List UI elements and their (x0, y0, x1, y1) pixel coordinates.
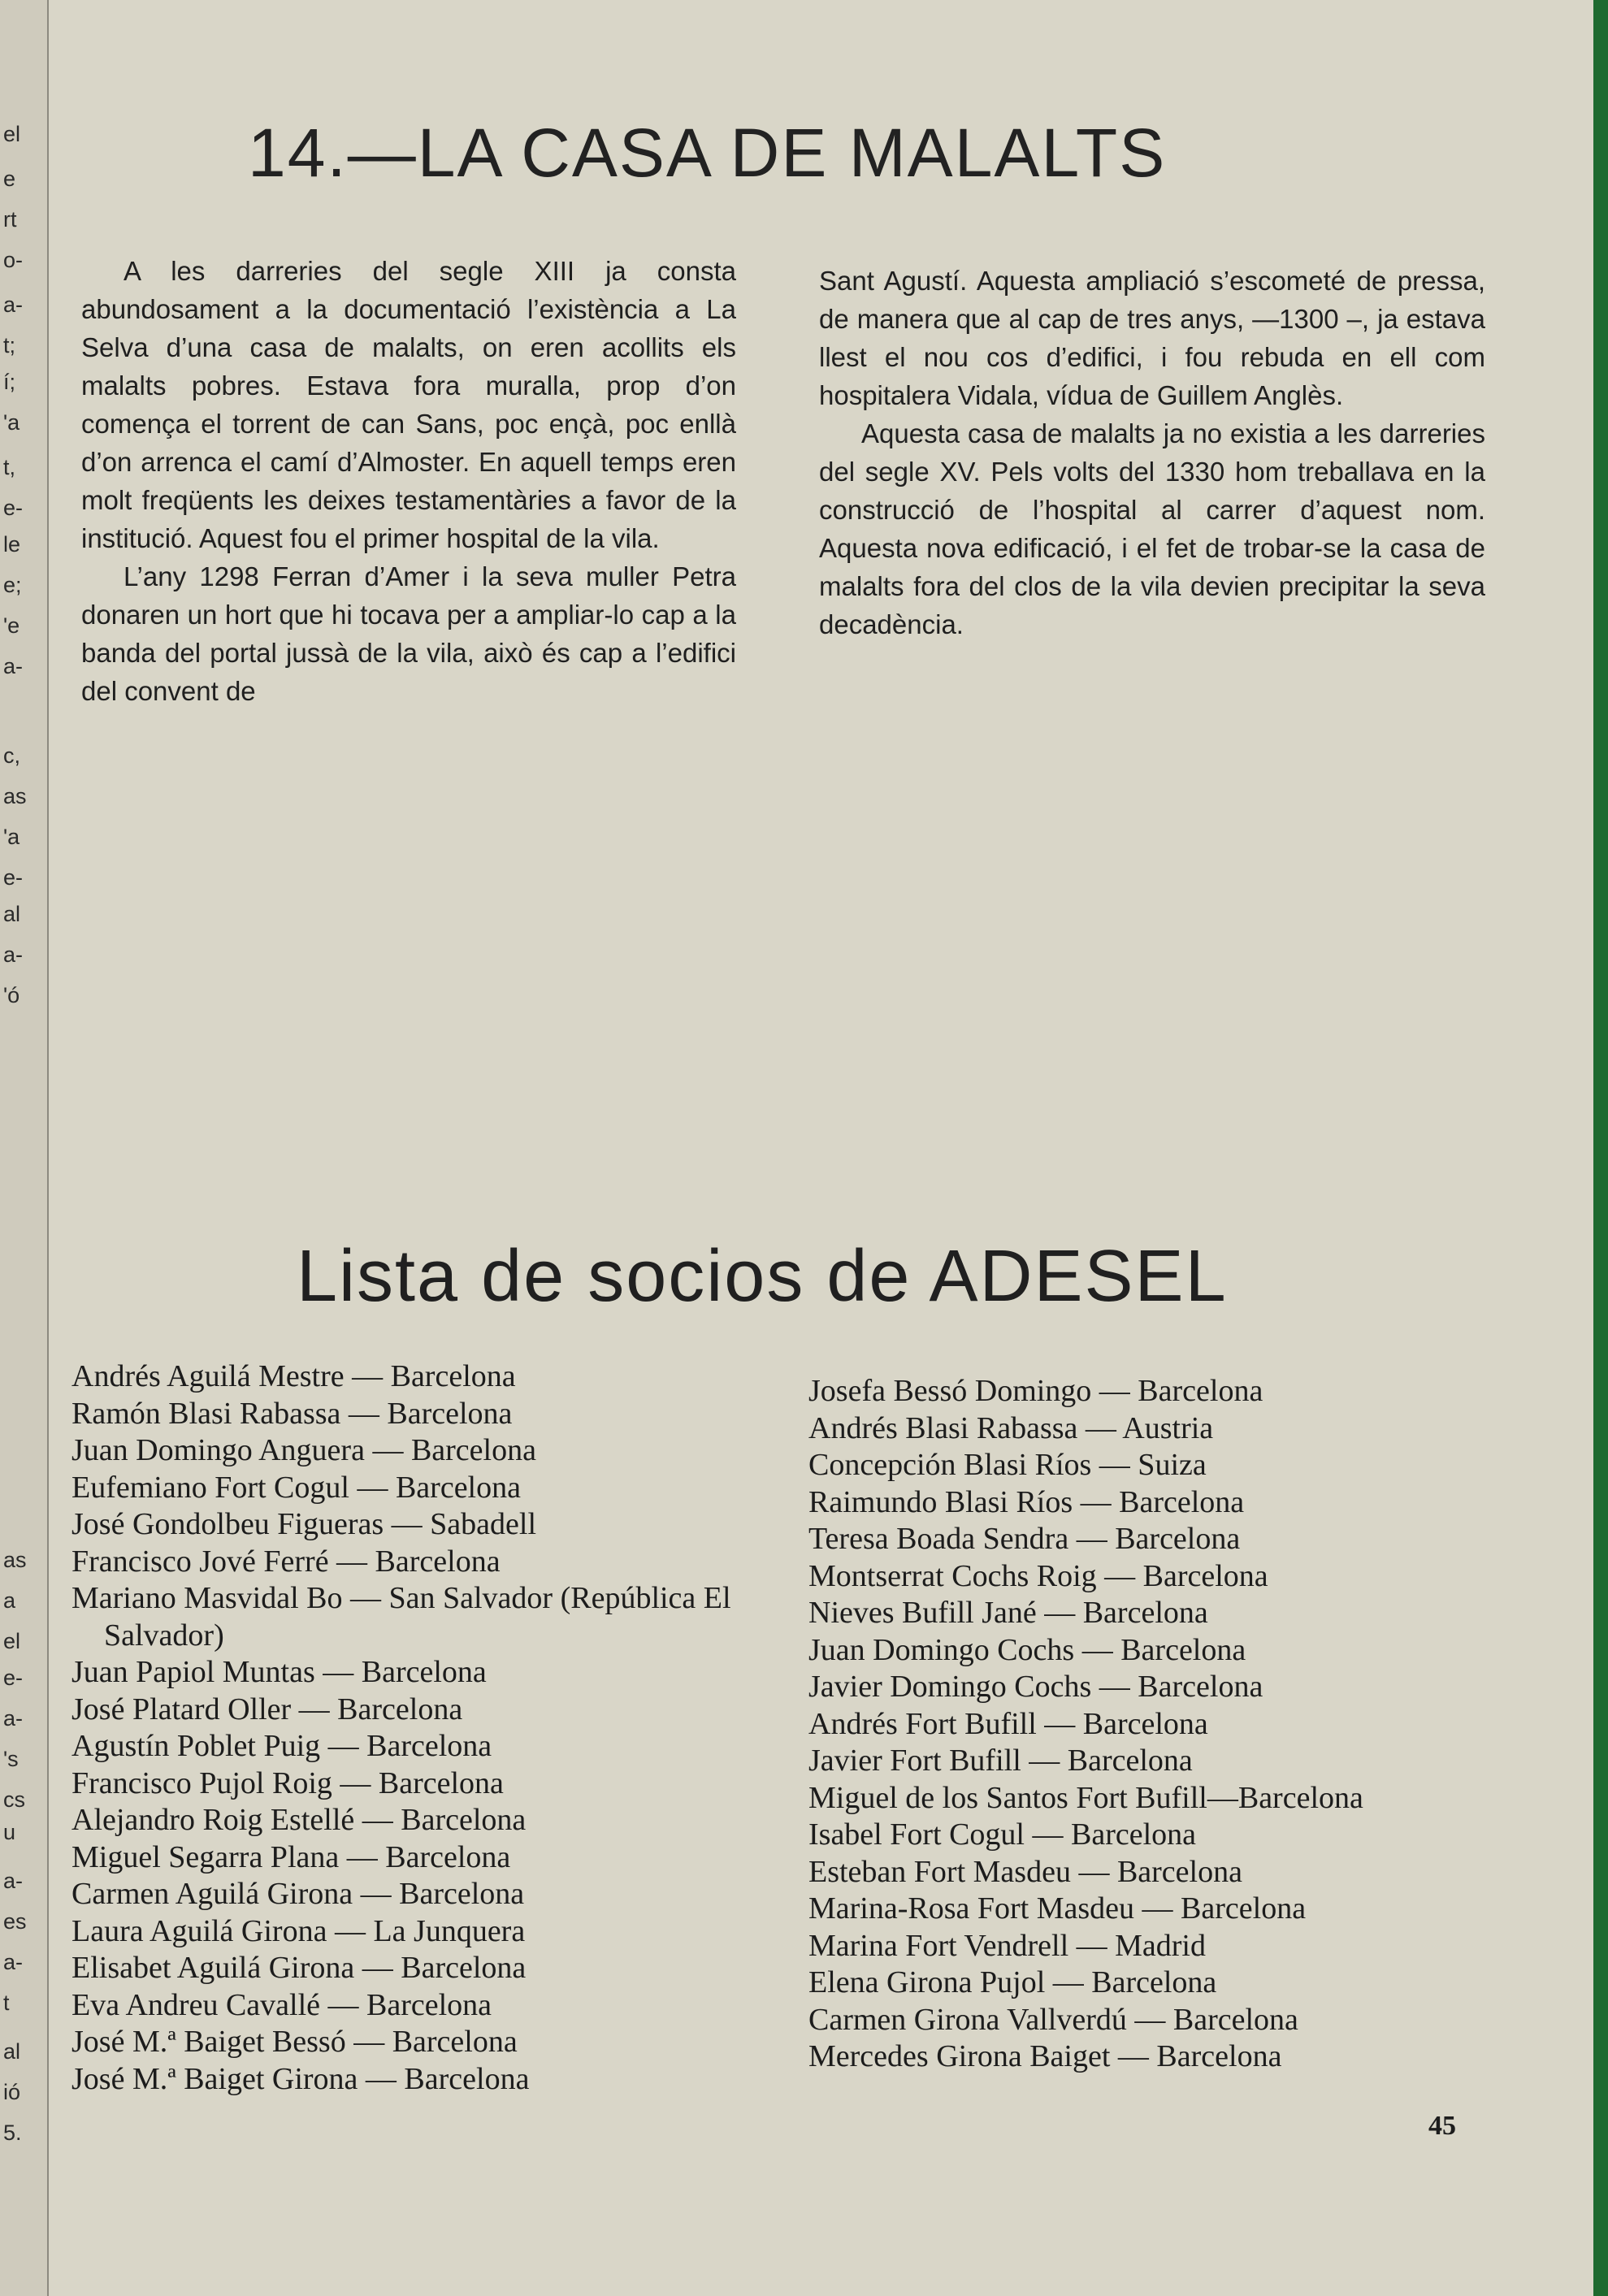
margin-fragment: 'a (3, 410, 20, 435)
margin-fragment: e- (3, 1666, 24, 1690)
margin-fragment: al (3, 2039, 21, 2064)
margin-fragment: u (3, 1820, 16, 1844)
margin-fragment: as (3, 1548, 27, 1572)
article-right-column (819, 262, 1485, 643)
margin-fragment: t; (3, 333, 16, 357)
members-list-right (808, 1373, 1507, 2076)
margin-fragment: í; (3, 370, 16, 394)
margin-fragment: el (3, 122, 21, 146)
member-entry: Nieves Bufill Jané — Barcelona (808, 1596, 1208, 1630)
member-entry: Francisco Pujol Roig — Barcelona (72, 1765, 504, 1800)
article-paragraph: A les darreries del segle XIII ja consta abundosament a la documentació l’existència a La Selva d’una casa de malalts, on eren acollits els malalts pobres. Estava fora muralla, prop d’on comença el torrent de can Sans, poc ençà, poc enllà d’on arrenca el camí d’Almoster. En aquell temps eren molt freqüents les deixes testamentàries a favor de la institució. Aquest fou el primer hospital de la vila. (81, 256, 736, 553)
member-entry: Elena Girona Pujol — Barcelona (808, 1965, 1217, 1999)
margin-fragment: a- (3, 654, 24, 678)
margin-fragment: cs (3, 1787, 25, 1812)
margin-fragment: e- (3, 496, 24, 520)
margin-fragment: a- (3, 942, 24, 967)
binding-edge (1593, 0, 1608, 2296)
member-entry: José Platard Oller — Barcelona (72, 1692, 463, 1726)
member-entry: José M.ª Baiget Girona — Barcelona (72, 2061, 530, 2096)
margin-fragment: a- (3, 1706, 24, 1731)
article-left-column (81, 252, 736, 710)
margin-fragment: a- (3, 1869, 24, 1893)
margin-fragment: c, (3, 743, 21, 768)
member-entry: Miguel de los Santos Fort Bufill—Barcelona (808, 1780, 1363, 1815)
member-entry: Andrés Blasi Rabassa — Austria (808, 1410, 1214, 1445)
member-entry: Andrés Fort Bufill — Barcelona (808, 1706, 1208, 1741)
margin-fragment: e; (3, 573, 22, 597)
member-entry: Laura Aguilá Girona — La Junquera (72, 1913, 526, 1948)
margin-fragment: t, (3, 455, 16, 479)
margin-fragment: 'a (3, 825, 20, 849)
member-entry: Esteban Fort Masdeu — Barcelona (808, 1854, 1242, 1889)
member-entry: Mercedes Girona Baiget — Barcelona (808, 2039, 1282, 2073)
margin-fragment: 5. (3, 2121, 22, 2145)
member-entry: Ramón Blasi Rabassa — Barcelona (72, 1396, 513, 1431)
margin-fragment: le (3, 532, 21, 557)
article-title: 14.—LA CASA DE MALALTS (248, 115, 1167, 191)
member-entry: Juan Domingo Anguera — Barcelona (72, 1433, 536, 1467)
member-entry: Montserrat Cochs Roig — Barcelona (808, 1558, 1268, 1593)
member-entry: Isabel Fort Cogul — Barcelona (808, 1817, 1197, 1852)
member-entry: Francisco Jové Ferré — Barcelona (72, 1544, 501, 1579)
margin-fragment: 'e (3, 613, 20, 638)
margin-fragment: 'ó (3, 983, 20, 1007)
margin-fragment: rt (3, 207, 17, 232)
margin-fragment: as (3, 784, 27, 808)
member-entry: Andrés Aguilá Mestre — Barcelona (72, 1359, 516, 1393)
margin-fragment: 's (3, 1747, 19, 1771)
member-entry: Mariano Masvidal Bo — San Salvador (República El Salvador) (72, 1581, 731, 1653)
margin-fragment: al (3, 902, 21, 926)
member-entry: Elisabet Aguilá Girona — Barcelona (72, 1951, 527, 1985)
article-paragraph-continuation: Sant Agustí. Aquesta ampliació s’escometé de pressa, de manera que al cap de tres anys, —1300 –, ja estava llest el nou cos d’edifici, i fou rebuda en ell com hospitalera Vidala, vídua de Guillem Anglès. (819, 266, 1485, 410)
margin-fragment: o- (3, 248, 24, 272)
margin-fragment: a- (3, 292, 24, 317)
member-entry: Carmen Girona Vallverdú — Barcelona (808, 2002, 1298, 2037)
member-entry: Carmen Aguilá Girona — Barcelona (72, 1877, 525, 1911)
article-paragraph: Aquesta casa de malalts ja no existia a les darreries del segle XV. Pels volts del 1330 hom treballava en la construcció de l’hospital al carrer d’aquest nom. Aquesta nova edificació, i el fet de trobar-se la casa de malalts fora del clos de la vila devien precipitar la seva decadència. (819, 418, 1485, 639)
previous-page-edge (0, 0, 49, 2296)
margin-fragment: el (3, 1629, 21, 1653)
margin-fragment: a (3, 1588, 16, 1613)
member-entry: Eva Andreu Cavallé — Barcelona (72, 1987, 492, 2022)
members-list-title: Lista de socios de ADESEL (297, 1236, 1228, 1317)
margin-fragment: es (3, 1909, 27, 1934)
member-entry: Marina Fort Vendrell — Madrid (808, 1928, 1206, 1963)
member-entry: Agustín Poblet Puig — Barcelona (72, 1729, 492, 1763)
member-entry: Javier Fort Bufill — Barcelona (808, 1744, 1193, 1778)
member-entry: Teresa Boada Sendra — Barcelona (808, 1522, 1241, 1556)
member-entry: Juan Domingo Cochs — Barcelona (808, 1632, 1246, 1667)
article-paragraph: L’any 1298 Ferran d’Amer i la seva muller Petra donaren un hort que hi tocava per a ampliar-lo cap a la banda del portal jussà de la vila, això és cap a l’edifici del convent de (81, 561, 736, 706)
member-entry: José Gondolbeu Figueras — Sabadell (72, 1507, 537, 1541)
margin-fragment: e (3, 167, 16, 191)
members-list-left (72, 1358, 746, 2098)
member-entry: Concepción Blasi Ríos — Suiza (808, 1448, 1207, 1482)
member-entry: Miguel Segarra Plana — Barcelona (72, 1839, 511, 1874)
member-entry: Raimundo Blasi Ríos — Barcelona (808, 1484, 1245, 1519)
member-entry: Josefa Bessó Domingo — Barcelona (808, 1374, 1263, 1408)
page-number: 45 (1428, 2111, 1456, 2141)
margin-fragment: ió (3, 2080, 21, 2104)
member-entry: Eufemiano Fort Cogul — Barcelona (72, 1470, 521, 1505)
margin-fragment: t (3, 1991, 10, 2015)
member-entry: Juan Papiol Muntas — Barcelona (72, 1655, 487, 1689)
margin-fragment: a- (3, 1950, 24, 1974)
member-entry: Alejandro Roig Estellé — Barcelona (72, 1803, 527, 1837)
member-entry: Marina-Rosa Fort Masdeu — Barcelona (808, 1891, 1307, 1926)
margin-fragment: e- (3, 865, 24, 890)
member-entry: Javier Domingo Cochs — Barcelona (808, 1670, 1263, 1704)
member-entry: José M.ª Baiget Bessó — Barcelona (72, 2025, 518, 2059)
